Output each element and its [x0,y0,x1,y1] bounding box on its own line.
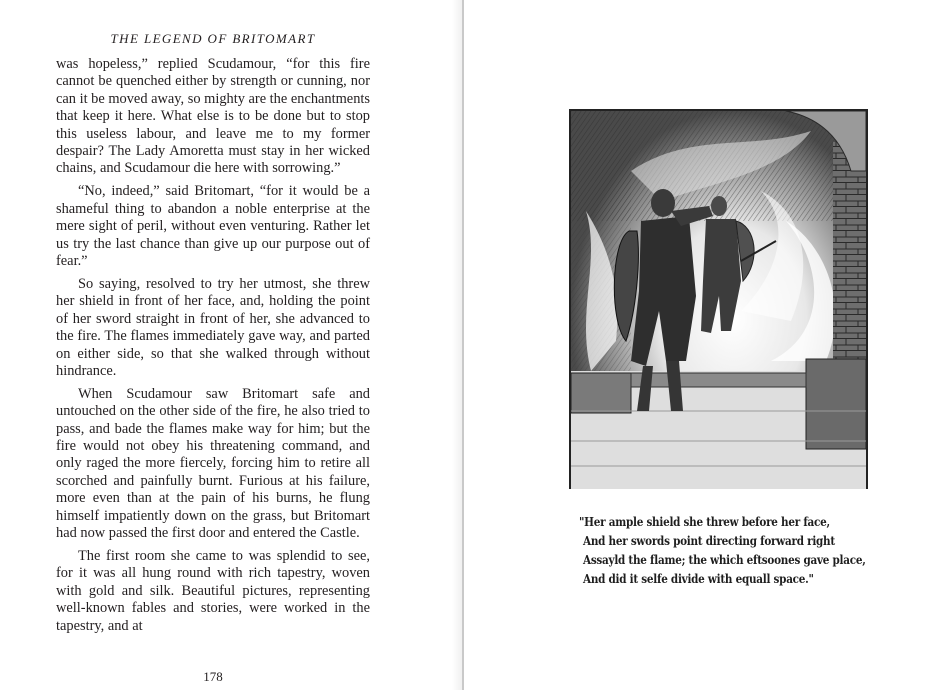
caption-line: Assayld the flame; the which eftsoones gave place, [583,552,866,567]
page-number: 178 [203,668,223,684]
paragraph: So saying, resolved to try her utmost, she threw her shield in front of her face, and, holding the point of her sword straight in front of her, she advanced to the fire. The flames immediately gave way, and parted on either side, so that she walked through without hindrance. [56,275,370,379]
caption-line: And her swords point directing forward right [583,533,835,548]
gutter-shadow [452,0,462,690]
paragraph: The first room she came to was splendid to see, for it was all hung round with rich tapestry, woven with gold and silk. Beautiful pictures, representing well-known fables and stories, were worked in the tapestry, and at [56,547,370,634]
paragraph: was hopeless,” replied Scudamour, “for this fire cannot be quenched either by strength or cunning, nor can it be moved away, so mighty are the enchantments that keep it here. What else is to be done but to stop this useless labour, and leave me to my former despair? The Lady Amoretta must stay in her wicked chains, and Scudamour die here with sorrowing.” [56,56,370,177]
left-page [0,0,462,690]
paragraph: When Scudamour saw Britomart safe and untouched on the other side of the fire, he also tried to pass, and bade the flames make way for him; but the fire would not obey his threatening command, and only raged the more fiercely, forcing him to retire all scorched and painfully burnt. Furious at his failure, more even than at the pain of his burns, he flung himself impatiently down on the grass, but Britomart had now passed the first door and entered the Castle. [56,385,370,542]
body-text [56,56,370,641]
left-page-flow [56,30,370,685]
caption-line: And did it selfe divide with equall space." [583,571,814,586]
floor [571,359,866,489]
caption-line: "Her ample shield she threw before her face, [579,514,830,529]
paragraph: “No, indeed,” said Britomart, “for it would be a shameful thing to abandon a noble enterprise at the mere sight of peril, without even venturing. Rather let us try the last chance than give up our purpose out of fear.” [56,183,370,269]
illustration-knights-in-fire [569,109,868,489]
illustration-caption [579,512,913,588]
running-head: THE LEGEND OF BRITOMART [110,31,316,46]
right-page [465,0,927,690]
book-gutter [462,0,464,690]
